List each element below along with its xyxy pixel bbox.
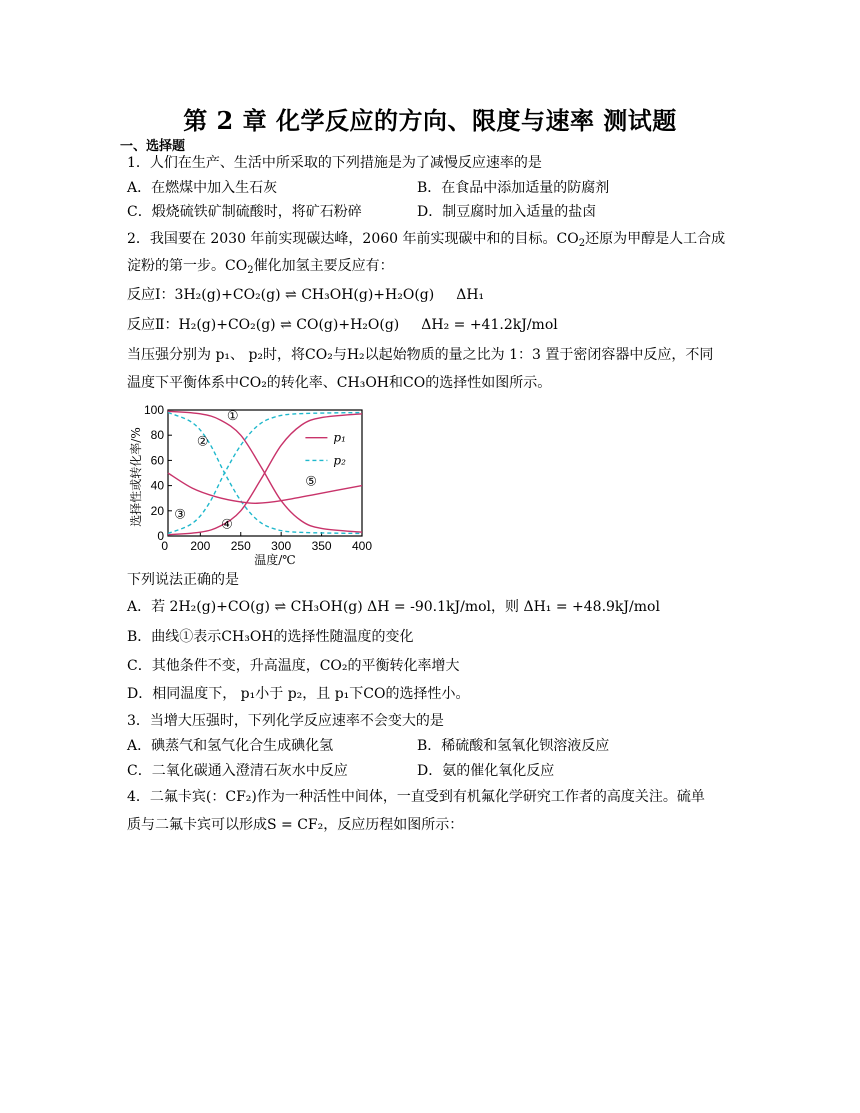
q1-option-d: D．制豆腐时加入适量的盐卤 [417, 204, 597, 220]
y-tick-label: 60 [150, 453, 164, 468]
y-tick-label: 20 [150, 503, 164, 518]
co2-subscript-2: 2 [247, 265, 254, 276]
y-axis-label: 选择性或转化率/% [129, 427, 143, 527]
q3-option-a: A．碘蒸气和氢气化合生成碘化氢 [127, 738, 334, 754]
x-origin-label: 0 [161, 539, 168, 553]
series-line-5 [168, 473, 362, 503]
q2-condition-2: 温度下平衡体系中CO₂的转化率、CH₃OH和CO的选择性如图所示。 [127, 375, 552, 391]
q3-option-b: B．稀硫酸和氢氧化钡溶液反应 [417, 738, 610, 754]
q4-stem-line1: 4．二氟卡宾(：CF₂)作为一种活性中间体，一直受到有机氟化学研究工作者的高度关注。硫单 [127, 789, 705, 805]
q2-stem-text-a: 2．我国要在 2030 年前实现碳达峰，2060 年前实现碳中和的目标。 [127, 231, 557, 247]
reaction-1-dh: ΔH₁ [456, 287, 485, 303]
y-tick-label: 100 [143, 403, 164, 417]
curve-label: ⑤ [305, 474, 317, 490]
q2-question: 下列说法正确的是 [127, 572, 239, 588]
co2-formula-2: CO [225, 258, 248, 274]
co2-subscript: 2 [578, 238, 586, 249]
legend-label-p1: p₁ [333, 430, 346, 445]
q1-option-a: A．在燃煤中加入生石灰 [127, 180, 278, 196]
page-title: 第 2 章 化学反应的方向、限度与速率 测试题 [183, 106, 677, 135]
q1-option-c: C．煅烧硫铁矿制硫酸时，将矿石粉碎 [127, 204, 362, 220]
curve-label: ② [196, 434, 209, 450]
q4-stem-line2: 质与二氟卡宾可以形成S = CF₂，反应历程如图所示： [127, 817, 464, 833]
curve-label: ③ [174, 507, 186, 523]
q3-stem: 3．当增大压强时，下列化学反应速率不会变大的是 [127, 713, 444, 729]
q1-stem: 1．人们在生产、生活中所采取的下列措施是为了减慢反应速率的是 [127, 155, 542, 171]
q2-stem-text-b: 还原为甲醇是人工合成 [585, 231, 726, 247]
curve-label: ① [226, 409, 239, 425]
x-tick-label: 400 [351, 539, 373, 553]
reaction-1 [127, 285, 484, 305]
reaction-1-equation: 3H₂(g)+CO₂(g) ⇌ CH₃OH(g)+H₂O(g) [174, 287, 435, 303]
x-tick-label: 350 [311, 539, 332, 553]
co2-formula: CO [556, 231, 579, 247]
x-tick-label: 300 [271, 539, 292, 553]
reaction-1-label: 反应Ⅰ： [127, 287, 175, 303]
q2-option-d: D．相同温度下， p₁小于 p₂，且 p₁下CO的选择性小。 [127, 686, 470, 702]
curve-label: ④ [221, 517, 233, 533]
y-tick-label: 80 [150, 428, 164, 443]
q2-option-a: A．若 2H₂(g)+CO(g) ⇌ CH₃OH(g) ΔH = -90.1kJ/mol，则 ΔH₁ = +48.9kJ/mol [127, 599, 660, 615]
q2-option-b: B．曲线①表示CH₃OH的选择性随温度的变化 [127, 629, 414, 645]
reaction-2-label: 反应Ⅱ： [127, 317, 179, 333]
q2-stem-line1 [127, 229, 725, 249]
q2-stem2-text-b: 催化加氢主要反应有： [253, 258, 394, 274]
x-axis-label: 温度/℃ [254, 553, 296, 567]
q2-stem-line2 [127, 256, 394, 276]
q2-condition-1: 当压强分别为 p₁、 p₂时，将CO₂与H₂以起始物质的量之比为 1：3 置于密闭容器中反应，不同 [127, 347, 714, 363]
y-tick-label: 0 [157, 529, 164, 543]
legend-label-p2: p₂ [333, 453, 346, 468]
q2-stem2-text-a: 淀粉的第一步。 [127, 258, 225, 274]
x-tick-label: 200 [190, 539, 211, 553]
y-tick-label: 40 [150, 478, 164, 493]
q3-option-d: D．氨的催化氧化反应 [417, 763, 555, 779]
x-tick-label: 250 [230, 539, 251, 553]
reaction-2-dh: ΔH₂ = +41.2kJ/mol [421, 317, 558, 333]
selectivity-chart [126, 398, 376, 568]
reaction-2-equation: H₂(g)+CO₂(g) ⇌ CO(g)+H₂O(g) [178, 317, 400, 333]
q3-option-c: C．二氧化碳通入澄清石灰水中反应 [127, 763, 348, 779]
reaction-2 [127, 315, 558, 335]
q2-option-c: C．其他条件不变，升高温度，CO₂的平衡转化率增大 [127, 658, 460, 674]
section-heading: 一、选择题 [120, 139, 186, 154]
q1-option-b: B．在食品中添加适量的防腐剂 [417, 180, 610, 196]
